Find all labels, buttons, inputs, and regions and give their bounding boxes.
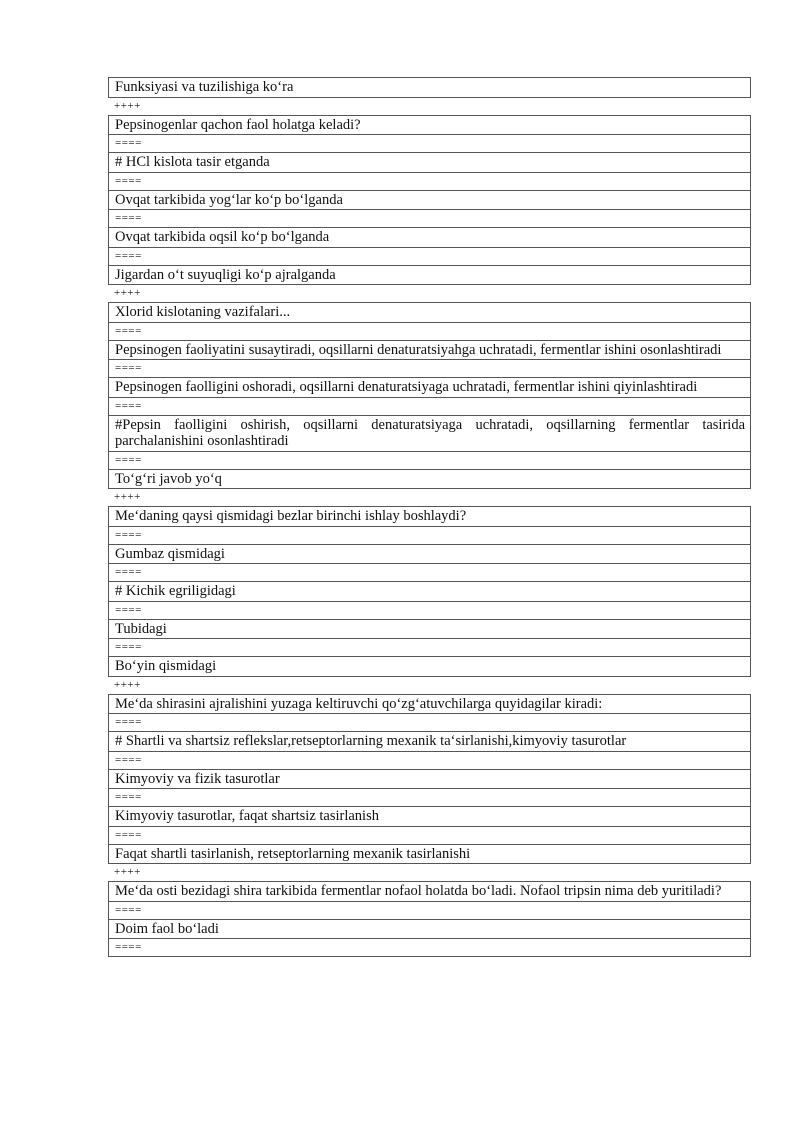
question-block [108,302,751,489]
option-separator: ==== [108,172,751,190]
option-separator: ==== [108,563,751,581]
option-separator: ==== [108,209,751,227]
option-separator: ==== [108,788,751,806]
answer-option: Doim faol bo‘ladi [108,919,751,939]
answer-option: Faqat shartli tasirlanish, retseptorlarning mexanik tasirlanishi [108,844,751,865]
option-separator: ==== [108,359,751,377]
answer-option: Kimyoviy tasurotlar, faqat shartsiz tasirlanish [108,806,751,826]
option-separator: ==== [108,938,751,957]
option-separator: ==== [108,751,751,769]
option-separator: ==== [108,638,751,656]
answer-option: Pepsinogen faolligini oshoradi, oqsillarni denaturatsiyaga uchratadi, fermentlar ishini qiyinlashtiradi [108,377,751,397]
answer-option: # Kichik egriligidagi [108,581,751,601]
answer-option: Bo‘yin qismidagi [108,656,751,677]
question-block [108,881,751,957]
question-text: Pepsinogenlar qachon faol holatga keladi? [108,115,751,135]
answer-option: # Shartli va shartsiz reflekslar,retseptorlarning mexanik ta‘sirlanishi,kimyoviy tasurotlar [108,731,751,751]
answer-option: Ovqat tarkibida oqsil ko‘p bo‘lganda [108,227,751,247]
option-separator: ==== [108,901,751,919]
block-separator: ++++ [114,287,141,299]
question-document [108,77,751,957]
answer-option: Gumbaz qismidagi [108,544,751,564]
answer-option: To‘g‘ri javob yo‘q [108,469,751,490]
block-separator: ++++ [114,491,141,503]
block-separator: ++++ [114,866,141,878]
question-block [108,506,751,677]
question-text: Me‘daning qaysi qismidagi bezlar birinchi ishlay boshlaydi? [108,506,751,526]
answer-option: Tubidagi [108,619,751,639]
option-separator: ==== [108,601,751,619]
block-separator: ++++ [114,99,141,112]
answer-option: Jigardan o‘t suyuqligi ko‘p ajralganda [108,265,751,286]
answer-option: # HCl kislota tasir etganda [108,152,751,172]
question-text: Xlorid kislotaning vazifalari... [108,302,751,322]
question-block [108,115,751,286]
question-text: Funksiyasi va tuzilishiga ko‘ra [108,77,751,98]
option-separator: ==== [108,526,751,544]
answer-option: Kimyoviy va fizik tasurotlar [108,769,751,789]
option-separator: ==== [108,247,751,265]
option-separator: ==== [108,322,751,340]
block-separator: ++++ [114,678,141,691]
question-block [108,77,751,98]
question-text: Me‘da shirasini ajralishini yuzaga keltiruvchi qo‘zg‘atuvchilarga quyidagilar kiradi: [108,694,751,714]
option-separator: ==== [108,451,751,469]
question-text: Me‘da osti bezidagi shira tarkibida fermentlar nofaol holatda bo‘ladi. Nofaol tripsin nima deb yuritiladi? [108,881,751,901]
option-separator: ==== [108,397,751,415]
option-separator: ==== [108,826,751,844]
answer-option: Ovqat tarkibida yog‘lar ko‘p bo‘lganda [108,190,751,210]
option-separator: ==== [108,134,751,152]
option-separator: ==== [108,713,751,731]
question-block [108,694,751,865]
answer-option: Pepsinogen faoliyatini susaytiradi, oqsillarni denaturatsiyahga uchratadi, fermentlar ishini osonlashtiradi [108,340,751,360]
answer-option: #Pepsin faolligini oshirish, oqsillarni denaturatsiyaga uchratadi, oqsillarning fermentlar tasirida parchalanishini osonlashtiradi [108,415,751,451]
